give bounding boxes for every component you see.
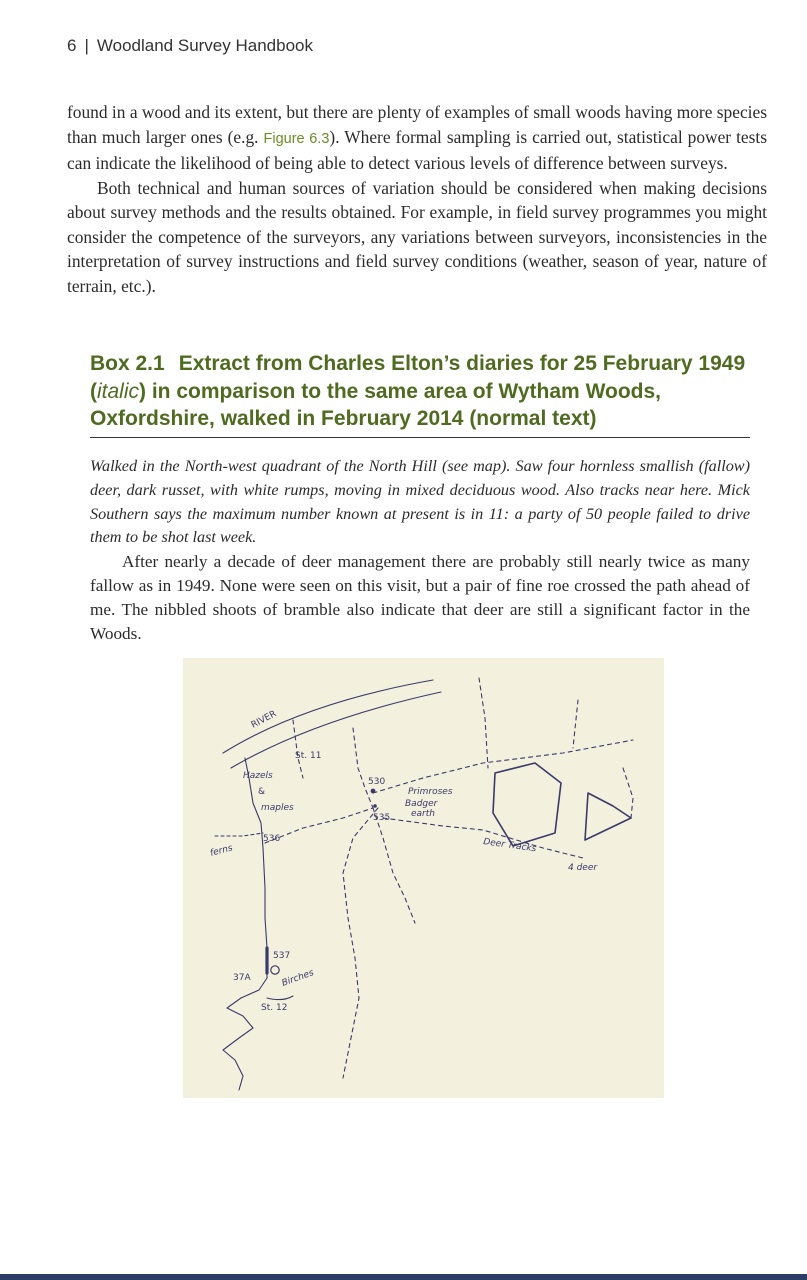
marker-537-circle xyxy=(271,966,279,974)
dashed-track-south xyxy=(373,808,415,923)
map-label-37a: 37A xyxy=(233,973,251,983)
map-label-hazels: Hazels xyxy=(243,771,273,781)
hand-drawn-map xyxy=(183,658,664,1098)
dashed-track-east-vert xyxy=(623,768,633,818)
body-text xyxy=(67,100,767,298)
map-label-4-deer: 4 deer xyxy=(568,863,598,873)
dashed-track-west xyxy=(265,808,373,843)
diary-extract: Walked in the North-west quadrant of the North Hill (see map). Saw four hornless smallish (fallow) deer, dark russet, with white rumps, moving in mixed deciduous wood. Also tracks near here. Mick Southern says the maximum number known at present is in 11: a party of 50 people failed to drive them to be shot last week. xyxy=(90,457,750,547)
paragraph-1 xyxy=(67,100,767,176)
map-label-river: RIVER xyxy=(249,709,279,731)
header-separator: | xyxy=(84,36,89,55)
box-heading xyxy=(90,350,750,438)
box-body xyxy=(90,455,750,645)
dashed-track-north xyxy=(293,720,303,778)
box-title-b: ) in comparison to the same area of Wytham Woods, Oxfordshire, walked in February 2014 (normal text) xyxy=(90,379,662,430)
map-label-st-11: St. 11 xyxy=(295,751,322,761)
map-label-536: 536 xyxy=(263,834,281,844)
dashed-track-northeast xyxy=(479,678,488,768)
page-number: 6 xyxy=(67,36,77,55)
plantation-large xyxy=(493,763,561,846)
paragraph-1-text-a: found in a wood and its extent, but there are plenty of examples of small woods having more species than much larger ones (e.g. xyxy=(67,102,767,147)
map-label-earth: earth xyxy=(411,809,435,819)
plantation-small xyxy=(585,793,631,840)
dashed-track-east xyxy=(373,740,633,793)
box-number: Box 2.1 xyxy=(90,352,165,375)
map-label-birches: Birches xyxy=(280,968,316,989)
map-label-535: 535 xyxy=(373,813,391,823)
map-label-badger: Badger xyxy=(405,799,438,809)
box-title-a: Extract from Charles Elton’s diaries for 25 February 1949 ( xyxy=(90,352,746,403)
page-bottom-edge xyxy=(0,1274,807,1280)
marker-530 xyxy=(371,789,376,794)
river-bank-north xyxy=(223,680,433,753)
paragraph-2: Both technical and human sources of variation should be considered when making decisions about survey methods and the results obtained. For example, in field survey programmes you might consider the competence of the surveyors, any variations between surveyors, inconsistencies in the interpretation of survey instructions and field survey conditions (weather, season of year, nature of terrain, etc.). xyxy=(67,177,767,296)
map-label-deer-tracks: Deer Tracks xyxy=(482,837,537,855)
map-drawing xyxy=(183,658,664,1098)
southwest-stream xyxy=(223,978,267,1090)
dashed-track-central xyxy=(353,728,373,808)
map-label-530: 530 xyxy=(368,777,386,787)
ferns-path xyxy=(215,833,263,836)
map-label-ferns: ferns xyxy=(209,843,234,859)
dashed-track-ne2 xyxy=(573,700,578,748)
running-head xyxy=(67,36,313,56)
south-loop xyxy=(267,996,293,1000)
map-label-primroses: Primroses xyxy=(408,787,453,797)
map-label-st-12: St. 12 xyxy=(261,1003,288,1013)
dashed-track-lower xyxy=(343,808,378,1078)
map-label-maples: maples xyxy=(261,803,294,813)
map-label-amp: & xyxy=(258,787,266,797)
figure-reference-link[interactable]: Figure 6.3 xyxy=(263,130,330,147)
paragraph-1-text-b: ). Where formal sampling is carried out, statistical power tests can indicate the likelihood of being able to detect various levels of difference between surveys. xyxy=(67,126,767,173)
book-title: Woodland Survey Handbook xyxy=(96,36,313,55)
marker-535 xyxy=(373,804,377,808)
observation-text: After nearly a decade of deer management there are probably still nearly twice as many fallow as in 1949. None were seen on this visit, but a pair of fine roe crossed the path ahead of me. The nibbled shoots of bramble also indicate that deer are still a significant factor in the Woods. xyxy=(90,552,750,643)
map-label-537: 537 xyxy=(273,951,291,961)
box-title-italic: italic xyxy=(97,379,140,403)
